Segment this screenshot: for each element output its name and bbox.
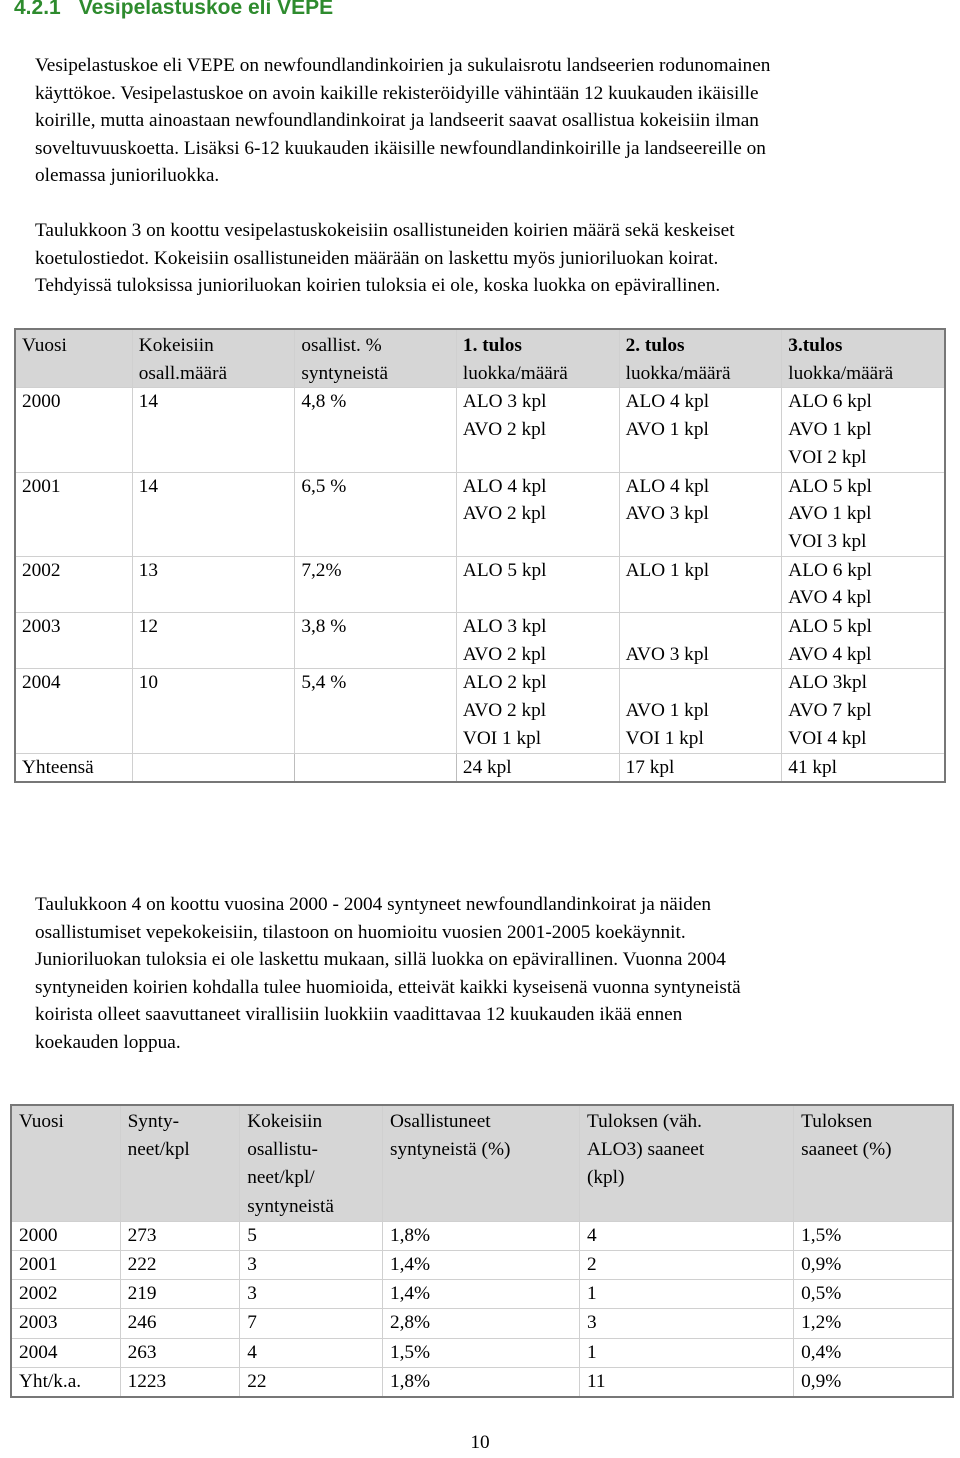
header-cell [456,329,619,388]
table3-description [35,217,910,300]
result3-cell [782,388,945,472]
total-result2: 17 kpl [619,753,782,782]
table-row [15,669,945,753]
header-text: neet/kpl [127,1139,190,1161]
result-line: AVO 1 kpl [788,503,872,525]
table-row [15,556,945,612]
table-cell: 4 [579,1221,793,1250]
table-row [11,1309,953,1338]
header-text: osall.määrä [138,362,228,384]
header-cell [295,329,457,388]
header-text: luokka/määrä [625,362,731,384]
year-cell: 2003 [15,613,132,669]
table-cell: 3 [579,1309,793,1338]
result-line: ALO 4 kpl [462,475,547,497]
table4-description [35,891,915,1056]
result-line: AVO 2 kpl [462,643,547,665]
result2-cell [619,613,782,669]
result1-cell [456,388,619,472]
result3-cell [782,669,945,753]
table-cell: 1,8% [382,1367,579,1397]
count-cell: 14 [132,472,295,556]
table-cell: 222 [120,1251,240,1280]
table-row [11,1280,953,1309]
result-line: ALO 3 kpl [462,616,547,638]
table-row [15,472,945,556]
table-cell: 246 [120,1309,240,1338]
result-line: ALO 6 kpl [788,391,872,413]
result-line: VOI 2 kpl [788,446,867,468]
result-line: AVO 2 kpl [462,419,547,441]
result-line: ALO 6 kpl [788,559,872,581]
page-number: 10 [470,1432,490,1453]
table-cell: 2,8% [382,1309,579,1338]
result-line: VOI 3 kpl [788,530,867,552]
header-text: 3.tulos [788,335,843,356]
total-result3: 41 kpl [782,753,945,782]
result-line: AVO 3 kpl [625,643,709,665]
result-line: AVO 1 kpl [625,419,709,441]
table-cell: 219 [120,1280,240,1309]
table-total-row [11,1367,953,1397]
year-cell: 2001 [15,472,132,556]
result-line: AVO 2 kpl [462,700,547,722]
year-cell: 2000 [15,388,132,472]
result-line: ALO 3kpl [788,672,868,694]
header-cell [579,1105,793,1221]
header-cell [132,329,295,388]
text-line: Taulukkoon 3 on koottu vesipelastuskokeisiin osallistuneiden koirien määrä sekä keskeiset [35,220,735,241]
percent-cell: 5,4 % [295,669,457,753]
table-cell: 22 [240,1367,383,1397]
table-cell: 2003 [11,1309,120,1338]
table-cell: 11 [579,1367,793,1397]
table-cell: 2001 [11,1251,120,1280]
result3-cell [782,472,945,556]
text-line: Junioriluokan tuloksia ei ole laskettu mukaan, sillä luokka on epävirallinen. Vuonna 2004 [35,949,726,970]
header-text: (kpl) [586,1167,625,1189]
result-line: ALO 5 kpl [462,559,547,581]
header-text: Osallistuneet [389,1111,491,1132]
header-cell [782,329,945,388]
table-cell: 1,5% [794,1221,953,1250]
year-cell: 2002 [15,556,132,612]
table-cell: 0,9% [794,1251,953,1280]
header-text: 2. tulos [625,335,685,356]
header-text: neet/kpl/ [247,1167,315,1189]
text-line: koirille, mutta ainoastaan newfoundlandinkoirat ja landseerit saavat osallistua kokeisiin ilman [35,110,759,131]
result1-cell [456,556,619,612]
text-line: soveltuvuuskoetta. Lisäksi 6-12 kuukauden ikäisille newfoundlandinkoirille ja landseereille on [35,137,766,159]
result-line: ALO 1 kpl [625,559,710,581]
header-text: Kokeisiin [138,335,214,356]
header-text: syntyneistä [247,1195,334,1217]
percent-cell: 7,2% [295,556,457,612]
header-text: Synty- [127,1111,180,1132]
table-cell: 1,8% [382,1221,579,1250]
header-cell [794,1105,953,1221]
table-cell: 273 [120,1221,240,1250]
result2-cell [619,388,782,472]
result-line: ALO 4 kpl [625,475,710,497]
result2-cell [619,669,782,753]
table-cell: 1 [579,1338,793,1367]
result-line [626,613,782,641]
result1-cell [456,613,619,669]
header-cell [240,1105,383,1221]
header-cell [619,329,782,388]
intro-paragraph [35,52,953,190]
count-cell: 10 [132,669,295,753]
header-text: 1. tulos [462,335,522,356]
table-cell: 2 [579,1251,793,1280]
text-line: osallistumiset vepekokeisiin, tilastoon on huomioitu vuosien 2001-2005 koekäynnit. [35,921,686,943]
text-line: koirista olleet saavuttaneet virallisiin luokkiin vaadittavaa 12 kuukauden ikää ennen [35,1004,683,1025]
header-cell [120,1105,240,1221]
total-result1: 24 kpl [456,753,619,782]
count-cell: 13 [132,556,295,612]
table-cell: 0,9% [794,1367,953,1397]
result3-cell [782,613,945,669]
table-row [11,1338,953,1367]
empty-cell [295,753,457,782]
percent-cell: 4,8 % [295,388,457,472]
result3-cell [782,556,945,612]
result-line: ALO 2 kpl [462,672,547,694]
results-table [14,328,946,783]
count-cell: 14 [132,388,295,472]
table-cell: 1,4% [382,1251,579,1280]
table-cell: 5 [240,1221,383,1250]
text-line: syntyneiden koirien kohdalla tulee huomioida, etteivät kaikki kyseisenä vuonna syntyneistä [35,976,741,998]
count-cell: 12 [132,613,295,669]
header-text: Tuloksen [801,1111,873,1132]
result2-cell [619,472,782,556]
result-line: VOI 1 kpl [625,727,704,749]
result-line: ALO 5 kpl [788,475,872,497]
section-heading [14,0,333,20]
text-line: olemassa junioriluokka. [35,165,220,186]
result-line: AVO 3 kpl [625,503,709,525]
result-line: ALO 4 kpl [625,391,710,413]
table-cell: 1,4% [382,1280,579,1309]
text-line: Tehdyissä tuloksissa junioriluokan koirien tuloksia ei ole, koska luokka on epävirallinen. [35,275,721,296]
result1-cell [456,472,619,556]
result-line: AVO 4 kpl [788,587,872,609]
table-cell: 7 [240,1309,383,1338]
text-line: koetulostiedot. Kokeisiin osallistuneiden määrään on laskettu myös junioriluokan koirat. [35,247,719,269]
header-text: Vuosi [22,335,67,356]
header-text: Vuosi [19,1111,64,1132]
text-line: koekauden loppua. [35,1031,181,1053]
header-text: syntyneistä [301,362,389,384]
header-text: osallistu- [247,1139,318,1161]
table-cell: 0,4% [794,1338,953,1367]
table-total-row [15,753,945,782]
header-text: saaneet (%) [801,1139,892,1161]
text-line: käyttökoe. Vesipelastuskoe on avoin kaikille rekisteröidyille vähintään 12 kuukauden ikäisille [35,82,759,104]
table-header-row [15,329,945,388]
table-cell: 0,5% [794,1280,953,1309]
table-cell: 3 [240,1251,383,1280]
header-text: luokka/määrä [462,362,568,384]
header-text: Kokeisiin [247,1111,323,1132]
table-cell: 4 [240,1338,383,1367]
table-cell: 2002 [11,1280,120,1309]
table-cell: 263 [120,1338,240,1367]
table-row [15,388,945,472]
table-cell: 1223 [120,1367,240,1397]
total-label: Yhteensä [15,753,132,782]
table-cell: 1,2% [794,1309,953,1338]
result-line: VOI 1 kpl [462,727,542,749]
header-text: osallist. % [301,335,382,356]
percent-cell: 3,8 % [295,613,457,669]
header-cell [11,1105,120,1221]
header-cell [15,329,132,388]
header-text: luokka/määrä [788,362,894,384]
section-number: 4.2.1 [14,0,61,19]
empty-cell [132,753,295,782]
table-header-row [11,1105,953,1221]
table-row [15,613,945,669]
result1-cell [456,669,619,753]
table-cell: 3 [240,1280,383,1309]
result-line: AVO 7 kpl [788,700,872,722]
text-line: Vesipelastuskoe eli VEPE on newfoundlandinkoirien ja sukulaisrotu landseerien rodunomainen [35,55,771,76]
result2-cell [619,556,782,612]
header-cell [382,1105,579,1221]
text-line: Taulukkoon 4 on koottu vuosina 2000 - 2004 syntyneet newfoundlandinkoirat ja näiden [35,894,712,915]
table-cell: Yht/k.a. [11,1367,120,1397]
header-text: syntyneistä (%) [389,1139,511,1161]
table-cell: 1,5% [382,1338,579,1367]
result-line: VOI 4 kpl [788,727,867,749]
result-line: AVO 1 kpl [625,700,709,722]
result-line: AVO 4 kpl [788,643,872,665]
section-title: Vesipelastuskoe eli VEPE [78,0,334,19]
table-cell: 1 [579,1280,793,1309]
result-line [626,669,782,697]
header-text: Tuloksen (väh. [586,1111,702,1132]
header-text: ALO3) saaneet [586,1139,705,1161]
participation-table [10,1104,954,1398]
percent-cell: 6,5 % [295,472,457,556]
result-line: AVO 1 kpl [788,419,872,441]
result-line: AVO 2 kpl [462,503,547,525]
year-cell: 2004 [15,669,132,753]
result-line: ALO 5 kpl [788,616,872,638]
result-line: ALO 3 kpl [462,391,547,413]
table-cell: 2004 [11,1338,120,1367]
table-cell: 2000 [11,1221,120,1250]
table-row [11,1251,953,1280]
table-row [11,1221,953,1250]
